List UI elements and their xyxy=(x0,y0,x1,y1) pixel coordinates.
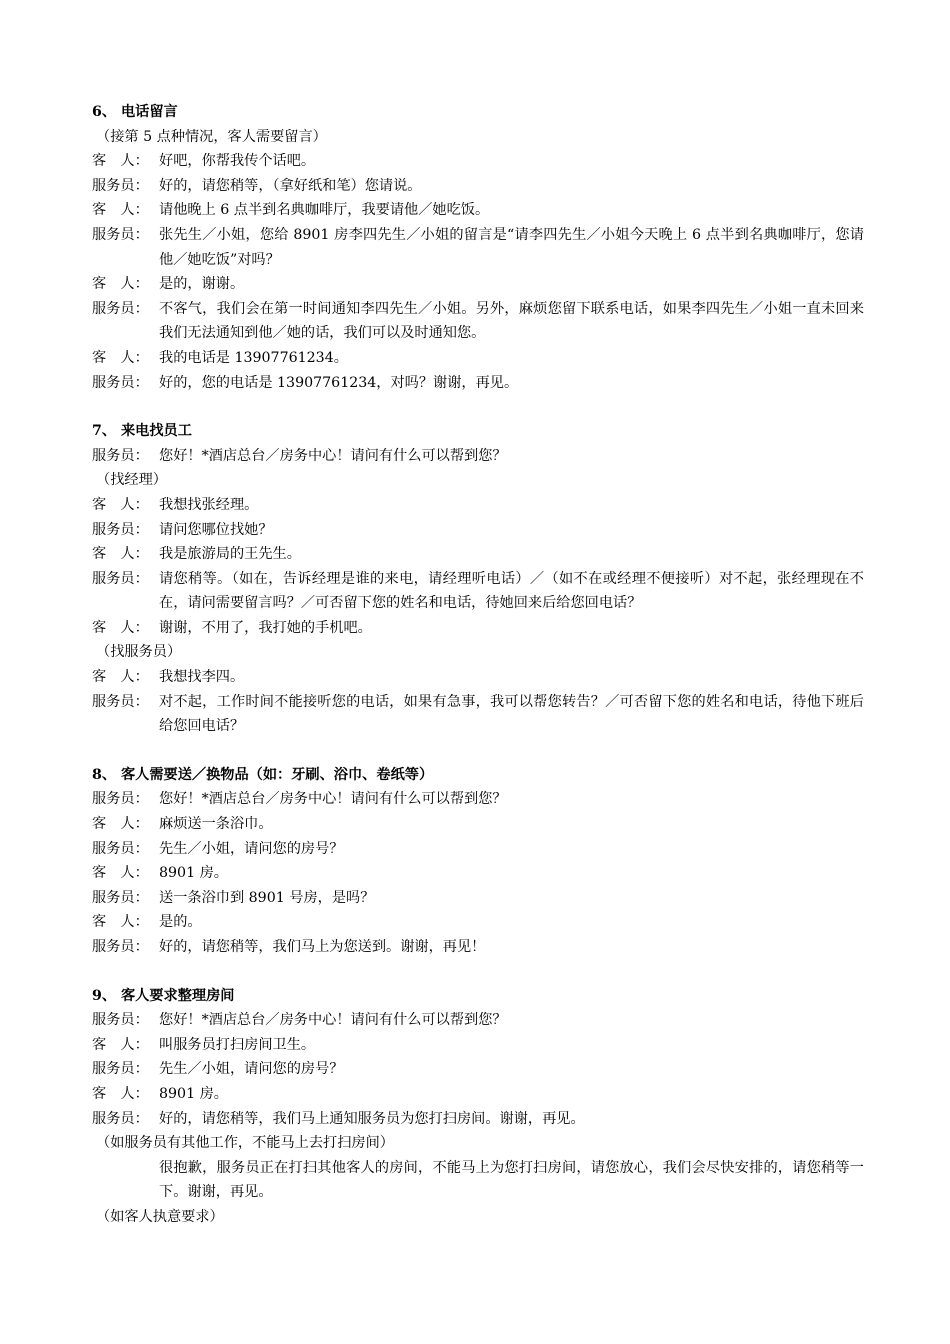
dialog-line xyxy=(92,861,864,886)
dialog-line xyxy=(92,567,864,616)
dialog-line xyxy=(92,272,864,297)
dialog-line xyxy=(92,371,864,396)
dialog-line xyxy=(92,787,864,812)
section-title: 6、 电话留言 xyxy=(92,104,178,120)
dialog-line xyxy=(92,346,864,371)
speech-text: 叫服务员打扫房间卫生。 xyxy=(159,1036,316,1053)
speaker-label: 客 人： xyxy=(92,865,149,882)
speech-text: 送一条浴巾到 8901 号房，是吗？ xyxy=(159,889,375,906)
speaker-label: 服务员： xyxy=(92,1061,149,1078)
speaker-label: 服务员： xyxy=(92,889,149,906)
speaker-label: 服务员： xyxy=(92,1012,149,1029)
dialog-line xyxy=(92,198,864,223)
speaker-label: 服务员： xyxy=(92,177,149,194)
stage-note: （找经理） xyxy=(96,472,167,489)
speech-text: 是的。 xyxy=(159,914,202,931)
dialog-line xyxy=(92,223,864,272)
speaker-label: 服务员： xyxy=(92,300,149,317)
speech-text: 好的，您的电话是 13907761234，对吗？谢谢，再见。 xyxy=(159,374,519,391)
speaker-label: 客 人： xyxy=(92,349,149,366)
speaker-label: 服务员： xyxy=(92,521,149,538)
speech-text: 您好！*酒店总台／房务中心！请问有什么可以帮到您？ xyxy=(159,791,507,808)
speech-text: 请您稍等。（如在，告诉经理是谁的来电，请经理听电话）／（如不在或经理不便接听）对不起，张经理现在不在，请问需要留言吗？／可否留下您的姓名和电话，待她回来后给您回电话？ xyxy=(159,570,864,612)
speech-text: 谢谢，不用了，我打她的手机吧。 xyxy=(159,619,372,636)
stage-note: （如客人执意要求） xyxy=(96,1208,224,1225)
speaker-label: 服务员： xyxy=(92,374,149,391)
dialog-line xyxy=(92,149,864,174)
speaker-label: 客 人： xyxy=(92,669,149,686)
stage-note: （找服务员） xyxy=(96,644,182,661)
speaker-label: 客 人： xyxy=(92,496,149,513)
section-title: 7、 来电找员工 xyxy=(92,423,192,440)
speech-text: 麻烦送一条浴巾。 xyxy=(159,816,273,833)
speech-text: 您好！*酒店总台／房务中心！请问有什么可以帮到您？ xyxy=(159,1012,507,1029)
speaker-label: 客 人： xyxy=(92,1085,149,1102)
speaker-label: 客 人： xyxy=(92,202,149,219)
speaker-label: 客 人： xyxy=(92,914,149,931)
dialog-line xyxy=(92,297,864,346)
dialog-section xyxy=(92,100,864,395)
stage-note: （如服务员有其他工作，不能马上去打扫房间） xyxy=(96,1135,394,1152)
speech-text: 我的电话是 13907761234。 xyxy=(159,349,348,366)
dialog-line xyxy=(92,616,864,641)
dialog-line xyxy=(92,837,864,862)
speaker-label: 客 人： xyxy=(92,1036,149,1053)
speech-text: 先生／小姐，请问您的房号？ xyxy=(159,1061,344,1078)
section-title: 9、 客人要求整理房间 xyxy=(92,987,235,1004)
dialog-line xyxy=(92,1107,864,1132)
speech-text: 我想找李四。 xyxy=(159,669,245,686)
speaker-label: 服务员： xyxy=(92,791,149,808)
dialog-line xyxy=(92,493,864,518)
dialog-line xyxy=(92,174,864,199)
speech-text: 8901 房。 xyxy=(159,865,228,882)
speaker-label: 服务员： xyxy=(92,1110,149,1127)
speech-text: 不客气，我们会在第一时间通知李四先生／小姐。另外，麻烦您留下联系电话，如果李四先生／小姐一直未回来我们无法通知到他／她的话，我们可以及时通知您。 xyxy=(159,300,864,342)
speech-text: 好的，请您稍等，我们马上通知服务员为您打扫房间。谢谢，再见。 xyxy=(159,1110,585,1127)
speech-text: 请他晚上 6 点半到名典咖啡厅，我要请他／她吃饭。 xyxy=(159,202,490,219)
speaker-label: 服务员： xyxy=(92,840,149,857)
speaker-label: 服务员： xyxy=(92,447,149,464)
dialog-line xyxy=(92,690,864,739)
dialog-line xyxy=(92,1008,864,1033)
speaker-label: 服务员： xyxy=(92,693,149,710)
speaker-label: 服务员： xyxy=(92,226,149,243)
speech-text: 张先生／小姐，您给 8901 房李四先生／小姐的留言是“请李四先生／小姐今天晚上 6 点半到名典咖啡厅，您请他／她吃饭”对吗？ xyxy=(159,226,864,268)
dialog-line xyxy=(92,1033,864,1058)
speech-text: 对不起，工作时间不能接听您的电话，如果有急事，我可以帮您转告？／可否留下您的姓名和电话，待他下班后给您回电话？ xyxy=(159,693,864,735)
speaker-label: 服务员： xyxy=(92,570,149,587)
dialog-line xyxy=(92,1057,864,1082)
dialog-section xyxy=(92,984,864,1230)
speech-text: 先生／小姐，请问您的房号？ xyxy=(159,840,344,857)
dialog-line xyxy=(92,886,864,911)
speaker-label: 客 人： xyxy=(92,276,149,293)
speaker-label: 客 人： xyxy=(92,546,149,563)
speech-text: 我想找张经理。 xyxy=(159,496,259,513)
section-title: 8、 客人需要送／换物品（如：牙刷、浴巾、卷纸等） xyxy=(92,766,434,783)
speech-text: 是的，谢谢。 xyxy=(159,276,245,293)
speech-text: 8901 房。 xyxy=(159,1085,228,1102)
dialog-line xyxy=(92,665,864,690)
dialog-line xyxy=(92,518,864,543)
dialog-line xyxy=(92,910,864,935)
stage-note: （接第 5 点种情况，客人需要留言） xyxy=(96,128,327,145)
speech-text: 请问您哪位找她？ xyxy=(159,521,273,538)
speaker-label: 客 人： xyxy=(92,619,149,636)
document-page xyxy=(92,100,864,1254)
speech-text: 您好！*酒店总台／房务中心！请问有什么可以帮到您？ xyxy=(159,447,507,464)
speech-text: 我是旅游局的王先生。 xyxy=(159,546,301,563)
speaker-label: 服务员： xyxy=(92,939,149,955)
dialog-line xyxy=(92,935,864,960)
speaker-label: 客 人： xyxy=(92,816,149,833)
speech-text: 好的，请您稍等，我们马上为您送到。谢谢，再见！ xyxy=(159,939,486,955)
dialog-section xyxy=(92,419,864,739)
dialog-section xyxy=(92,763,864,960)
dialog-line xyxy=(92,1082,864,1107)
dialog-line xyxy=(92,812,864,837)
dialog-line xyxy=(92,542,864,567)
dialog-line xyxy=(92,444,864,469)
speech-text: 好的，请您稍等，（拿好纸和笔）您请说。 xyxy=(159,177,422,194)
indented-speech: 很抱歉，服务员正在打扫其他客人的房间，不能马上为您打扫房间，请您放心，我们会尽快安排的，请您稍等一下。谢谢，再见。 xyxy=(159,1159,864,1201)
speaker-label: 客 人： xyxy=(92,153,149,170)
speech-text: 好吧，你帮我传个话吧。 xyxy=(159,153,316,170)
